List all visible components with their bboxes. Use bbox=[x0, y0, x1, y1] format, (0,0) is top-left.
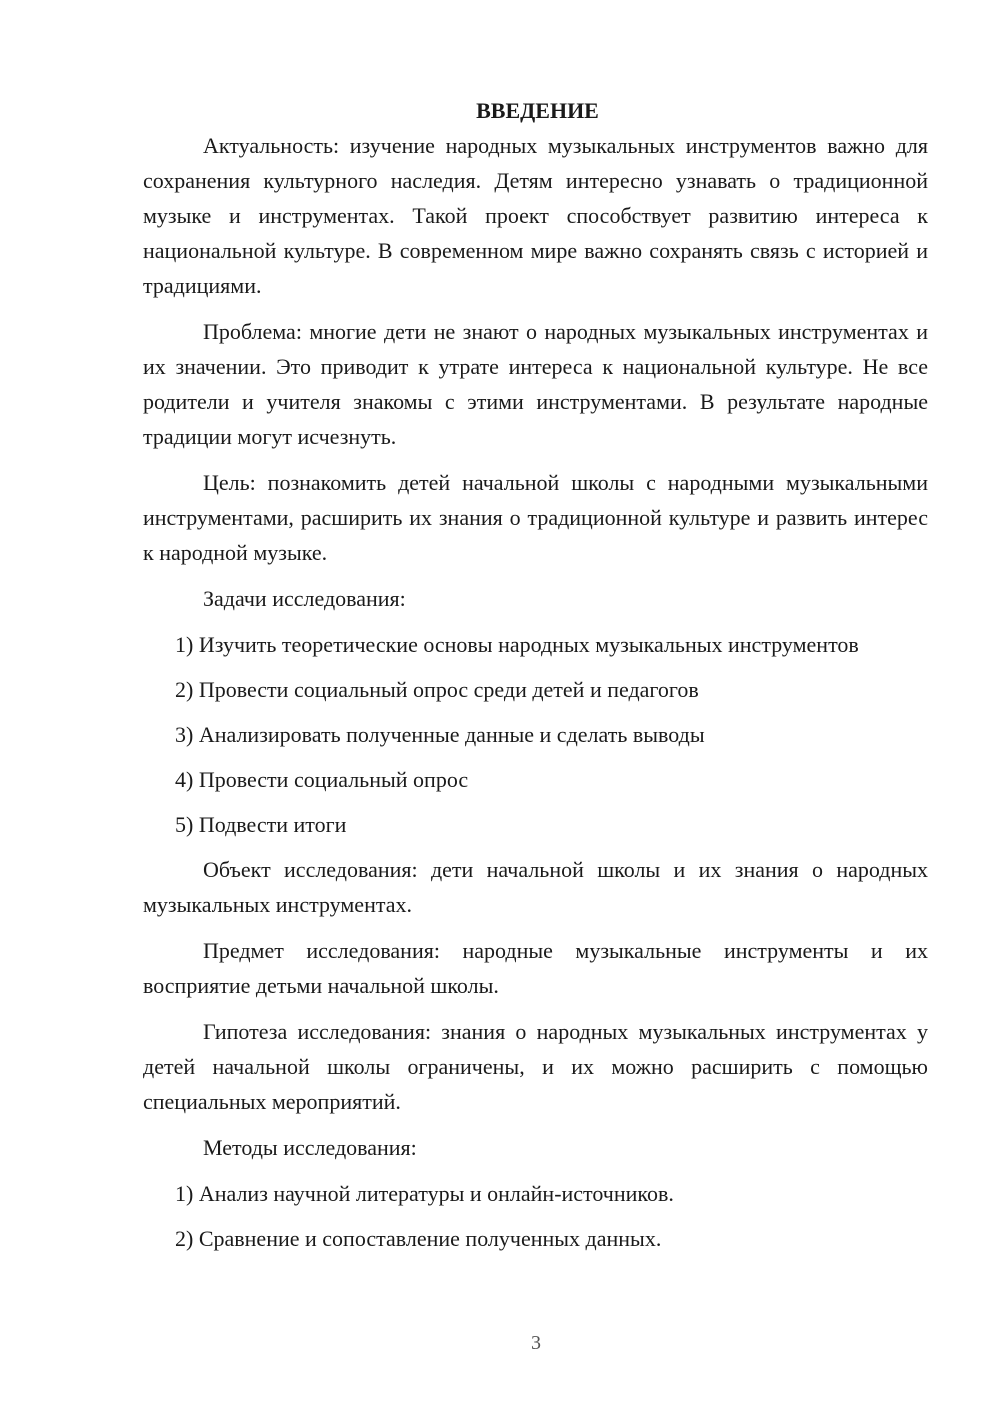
methods-heading: Методы исследования: bbox=[203, 1135, 417, 1160]
task-item-3: 3) Анализировать полученные данные и сделать выводы bbox=[175, 722, 705, 747]
subject-paragraph: Предмет исследования: народные музыкальные инструменты и их восприятие детьми начальной школы. bbox=[143, 938, 928, 998]
task-item-1: 1) Изучить теоретические основы народных музыкальных инструментов bbox=[175, 632, 859, 657]
task-item-2: 2) Провести социальный опрос среди детей и педагогов bbox=[175, 677, 699, 702]
object-paragraph: Объект исследования: дети начальной школы и их знания о народных музыкальных инструментах. bbox=[143, 857, 928, 917]
hypothesis-paragraph: Гипотеза исследования: знания о народных музыкальных инструментах у детей начальной школы ограничены, и их можно расширить с помощью специальных мероприятий. bbox=[143, 1019, 928, 1114]
task-item-5: 5) Подвести итоги bbox=[175, 812, 347, 837]
tasks-heading: Задачи исследования: bbox=[203, 586, 406, 611]
section-title: ВВЕДЕНИЕ bbox=[476, 98, 599, 123]
method-item-1: 1) Анализ научной литературы и онлайн-источников. bbox=[175, 1181, 674, 1206]
page-number: 3 bbox=[531, 1332, 541, 1354]
goal-paragraph: Цель: познакомить детей начальной школы с народными музыкальными инструментами, расширить их знания о традиционной культуре и развить интерес к народной музыке. bbox=[143, 470, 928, 565]
problem-paragraph: Проблема: многие дети не знают о народных музыкальных инструментах и их значении. Это приводит к утрате интереса к национальной культуре. Не все родители и учителя знакомы с этими инструментами. В результате народные традиции могут исчезнуть. bbox=[143, 319, 928, 449]
relevance-paragraph: Актуальность: изучение народных музыкальных инструментов важно для сохранения культурного наследия. Детям интересно узнавать о традиционной музыке и инструментах. Такой проект способствует развитию интереса к национальной культуре. В современном мире важно сохранять связь с историей и традициями. bbox=[143, 133, 928, 298]
task-item-4: 4) Провести социальный опрос bbox=[175, 767, 469, 792]
document-page bbox=[143, 93, 928, 1266]
method-item-2: 2) Сравнение и сопоставление полученных данных. bbox=[175, 1226, 662, 1251]
